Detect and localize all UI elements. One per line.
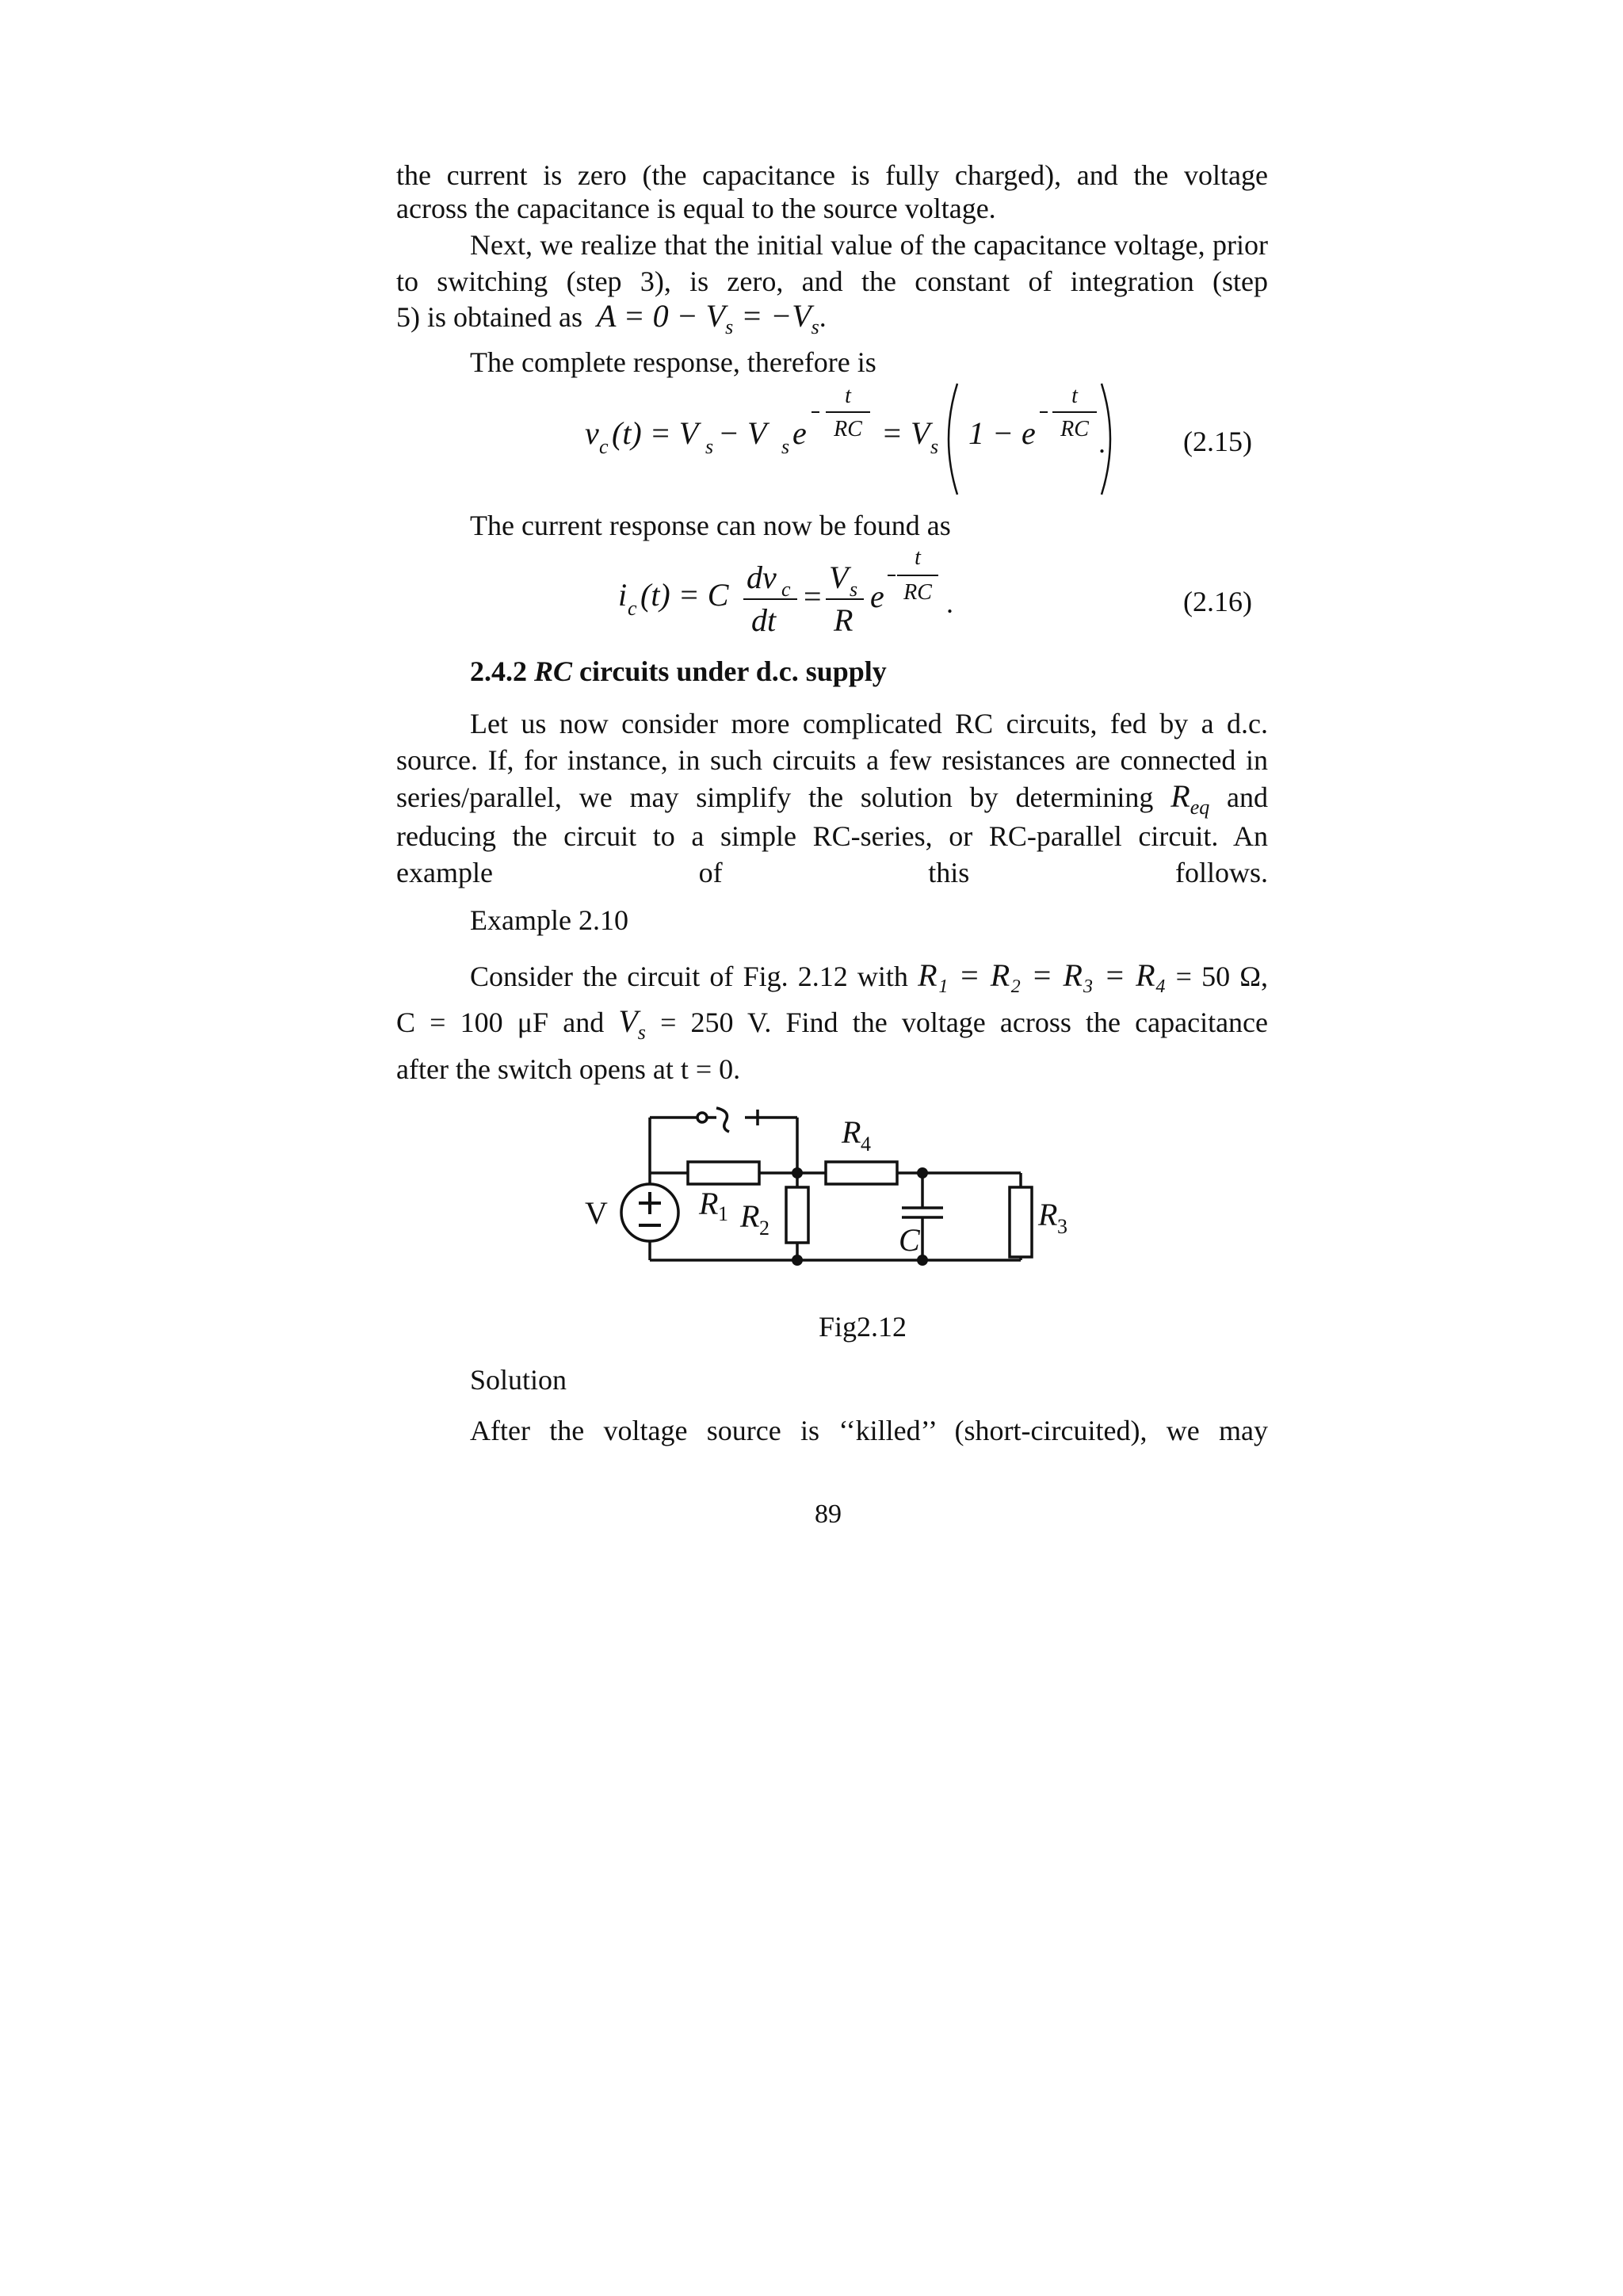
paragraph-line: across the capacitance is equal to the source voltage. <box>396 193 996 224</box>
equation-period: . <box>1098 427 1106 459</box>
inline-equation: $A = 0 - V_s = -V_s$ <box>596 298 819 338</box>
equation-2-16-graphic <box>618 544 951 642</box>
svg-text:c: c <box>599 435 609 458</box>
svg-text:s: s <box>705 435 714 458</box>
equation-period: . <box>946 587 953 619</box>
svg-text:− V: − V <box>718 415 767 451</box>
svg-text:t: t <box>845 384 851 408</box>
equation-number: (2.16) <box>1183 586 1252 617</box>
svg-text:3: 3 <box>1057 1215 1067 1238</box>
example-label: Example 2.10 <box>470 904 628 936</box>
svg-text:1: 1 <box>718 1202 728 1225</box>
equation-2-15 <box>585 384 1108 495</box>
svg-text:t: t <box>915 545 921 570</box>
svg-text:e: e <box>792 415 807 451</box>
svg-text:e: e <box>870 579 884 614</box>
svg-text:RC: RC <box>834 417 862 441</box>
svg-text:c: c <box>781 578 791 601</box>
page-number: 89 <box>815 1499 842 1529</box>
paragraph: Let us now consider more complicated RC circuits, fed by a d.c. source. If, for instance, in such circuits a few resistances are connected in series/parallel, we may simplify the solution by determining $R_{eq}$ and <box>396 708 1269 819</box>
svg-text:s: s <box>930 435 939 458</box>
paragraph-line: reducing the circuit to a simple RC-series, or RC-parallel circuit. An example of this follows. <box>396 820 1268 888</box>
svg-text:(t) = V: (t) = V <box>612 415 699 451</box>
eq-lhs: v <box>585 415 599 451</box>
paragraph-line: 5) is obtained as $A = 0 - V_s = -V_s$. <box>396 298 827 338</box>
equation-2-15-graphic <box>585 384 1108 495</box>
label-r3: R <box>1038 1197 1058 1232</box>
svg-text:s: s <box>781 435 790 458</box>
svg-text:= V: = V <box>881 415 930 451</box>
svg-text:RC: RC <box>1060 417 1089 441</box>
paragraph-line: Consider the circuit of Fig. 2.12 with R₁ = R₂ = R₃ = R₄ = 50 Ω, <box>470 957 1269 993</box>
label-v: V <box>585 1195 608 1231</box>
label-r4: R <box>842 1114 861 1150</box>
equation-2-16 <box>618 544 951 642</box>
label-r2: R <box>740 1198 760 1234</box>
svg-text:dv: dv <box>747 560 777 595</box>
svg-text:R: R <box>834 602 854 638</box>
equation-number: (2.15) <box>1183 426 1252 457</box>
paragraph-line: After the voltage source is ‘‘killed’’ (short-circuited), we may <box>470 1415 1268 1446</box>
paragraph: Next, we realize that the initial value of the capacitance voltage, prior to switching (step 3), is zero, and the constant of integration (step <box>396 229 1268 297</box>
svg-text:s: s <box>850 578 858 601</box>
svg-text:dt: dt <box>751 602 777 638</box>
svg-text:c: c <box>628 597 637 620</box>
svg-text:2: 2 <box>759 1217 769 1240</box>
figure-caption: Fig2.12 <box>819 1311 907 1343</box>
svg-text:4: 4 <box>861 1133 871 1156</box>
paragraph-line: The current response can now be found as <box>470 510 951 541</box>
svg-text:i: i <box>618 577 628 613</box>
circuit-diagram <box>579 1094 1067 1284</box>
paragraph-line: the current is zero (the capacitance is fully charged), and the voltage <box>396 159 1268 191</box>
label-c: C <box>899 1222 920 1258</box>
label-r1: R <box>699 1186 719 1221</box>
svg-text:RC: RC <box>903 580 932 605</box>
svg-text:(t) = C: (t) = C <box>640 577 729 613</box>
paragraph-line: after the switch opens at t = 0. <box>396 1053 741 1085</box>
svg-text:V: V <box>829 560 849 595</box>
paragraph-line: C = 100 μF and $V_s = 250$ V. Find the voltage across the capacitance <box>396 1003 1269 1044</box>
section-heading: 2.4.2 RC circuits under d.c. supply <box>470 655 887 687</box>
svg-text:1 − e: 1 − e <box>968 415 1036 451</box>
svg-text:=: = <box>804 579 822 614</box>
paragraph-line: The complete response, therefore is <box>470 346 876 378</box>
svg-text:t: t <box>1071 384 1078 408</box>
solution-label: Solution <box>470 1364 567 1396</box>
